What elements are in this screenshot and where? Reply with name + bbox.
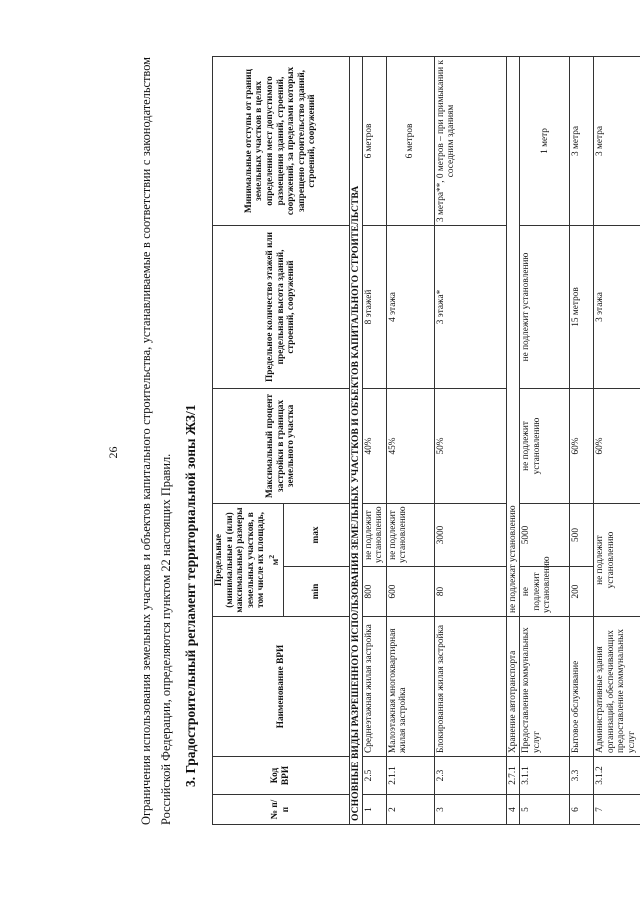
cell-percent: 60% [570, 388, 594, 503]
cell-name: Предоставление коммунальных услуг [520, 617, 570, 757]
table-row [434, 56, 506, 824]
cell-name: Среднеэтажная жилая застройка [363, 617, 387, 757]
cell-min: 800 [363, 567, 387, 617]
header-max: max [283, 503, 349, 566]
table-row [506, 56, 519, 824]
table-row [386, 56, 434, 824]
cell-floors: 8 этажей [363, 225, 387, 388]
cell-floors: 3 этажа [594, 225, 640, 388]
cell-min: 80 [434, 567, 506, 617]
table-row [594, 56, 640, 824]
cell-minmax: не подлежит установлению [594, 503, 640, 616]
cell-num: 7 [594, 795, 640, 825]
cell-setback: 3 метра [570, 56, 594, 225]
cell-setback: 3 метра**, 0 метров – при примыкании к соседним зданиям [434, 56, 506, 225]
cell-percent: 50% [434, 388, 506, 503]
table-row [363, 56, 387, 824]
cell-num: 2 [386, 795, 434, 825]
cell-percent: 45% [386, 388, 434, 503]
cell-max: 5000 [520, 503, 570, 566]
section-title: 3. Градостроительный регламент территориальной зоны ЖЗ/1 [183, 404, 198, 787]
section-row [349, 56, 362, 824]
cell-num: 5 [520, 795, 570, 825]
cell-num: 4 [506, 795, 519, 825]
table-row [570, 56, 594, 824]
cell-min: 200 [570, 567, 594, 617]
cell-min: 600 [386, 567, 434, 617]
cell-num: 3 [434, 795, 506, 825]
cell-max: 3000 [434, 503, 506, 566]
cell-floors: 15 метров [570, 225, 594, 388]
cell-setback: 3 метра [594, 56, 640, 225]
table-row [520, 56, 570, 824]
header-setbacks: Минимальные отступы от границ земельных участков в целях определения мест допустимого размещения зданий, строений, сооружений, за пределами которых запрещено строительство зданий, строений, сооружений [213, 56, 350, 225]
cell-merged: не подлежат установлению [506, 56, 519, 616]
cell-name: Административные здания организаций, обеспечивающих предоставление коммунальных услуг [594, 617, 640, 757]
cell-code: 2.3 [434, 757, 506, 795]
cell-code: 2.5 [363, 757, 387, 795]
header-num: № п/п [213, 795, 350, 825]
cell-percent: 40% [363, 388, 387, 503]
cell-floors: 3 этажа* [434, 225, 506, 388]
cell-max: не подлежит установлению [363, 503, 387, 566]
cell-setback: 6 метров [386, 56, 434, 225]
header-sizes: Предельные (минимальные и (или) максимальные) размеры земельных участков, в том числе их площадь, $м^2$ [213, 503, 284, 616]
cell-min: не подлежит установлению [520, 567, 570, 617]
section-label: ОСНОВНЫЕ ВИДЫ РАЗРЕШЕННОГО ИСПОЛЬЗОВАНИЯ ЗЕМЕЛЬНЫХ УЧАСТКОВ И ОБЪЕКТОВ КАПИТАЛЬНОГО СТРОИТЕЛЬСТВА [349, 56, 362, 824]
cell-name: Блокированная жилая застройка [434, 617, 506, 757]
cell-floors: не подлежит установлению [520, 225, 570, 388]
cell-code: 2.1.1 [386, 757, 434, 795]
regulation-table [212, 56, 640, 825]
intro-paragraph: Ограничения использования земельных участков и объектов капитального строительства, устанавливаемые в соответствии с законодательством Российской Федерации, определяются пунктом 22 настоящих Правил. [139, 57, 173, 825]
header-percent: Максимальный процент застройки в границах земельного участка [213, 388, 350, 503]
header-name: Наименование ВРИ [213, 617, 350, 757]
cell-max: 500 [570, 503, 594, 566]
header-code: Код ВРИ [213, 757, 350, 795]
cell-name: Хранение автотранспорта [506, 617, 519, 757]
cell-setback: 1 метр [520, 56, 570, 225]
cell-percent: не подлежит установлению [520, 388, 570, 503]
cell-code: 3.3 [570, 757, 594, 795]
cell-code: 2.7.1 [506, 757, 519, 795]
cell-name: Бытовое обслуживание [570, 617, 594, 757]
cell-code: 3.1.1 [520, 757, 570, 795]
cell-percent: 60% [594, 388, 640, 503]
cell-name: Малоэтажная многоквартирная жилая застройка [386, 617, 434, 757]
header-min: min [283, 567, 349, 617]
cell-max: не подлежит установлению [386, 503, 434, 566]
header-floors: Предельное количество этажей или предельная высота зданий, строений, сооружений [213, 225, 350, 388]
page-number: 26 [106, 446, 120, 459]
cell-floors: 4 этажа [386, 225, 434, 388]
cell-code: 3.1.2 [594, 757, 640, 795]
cell-num: 1 [363, 795, 387, 825]
cell-setback: 6 метров [363, 56, 387, 225]
cell-num: 6 [570, 795, 594, 825]
